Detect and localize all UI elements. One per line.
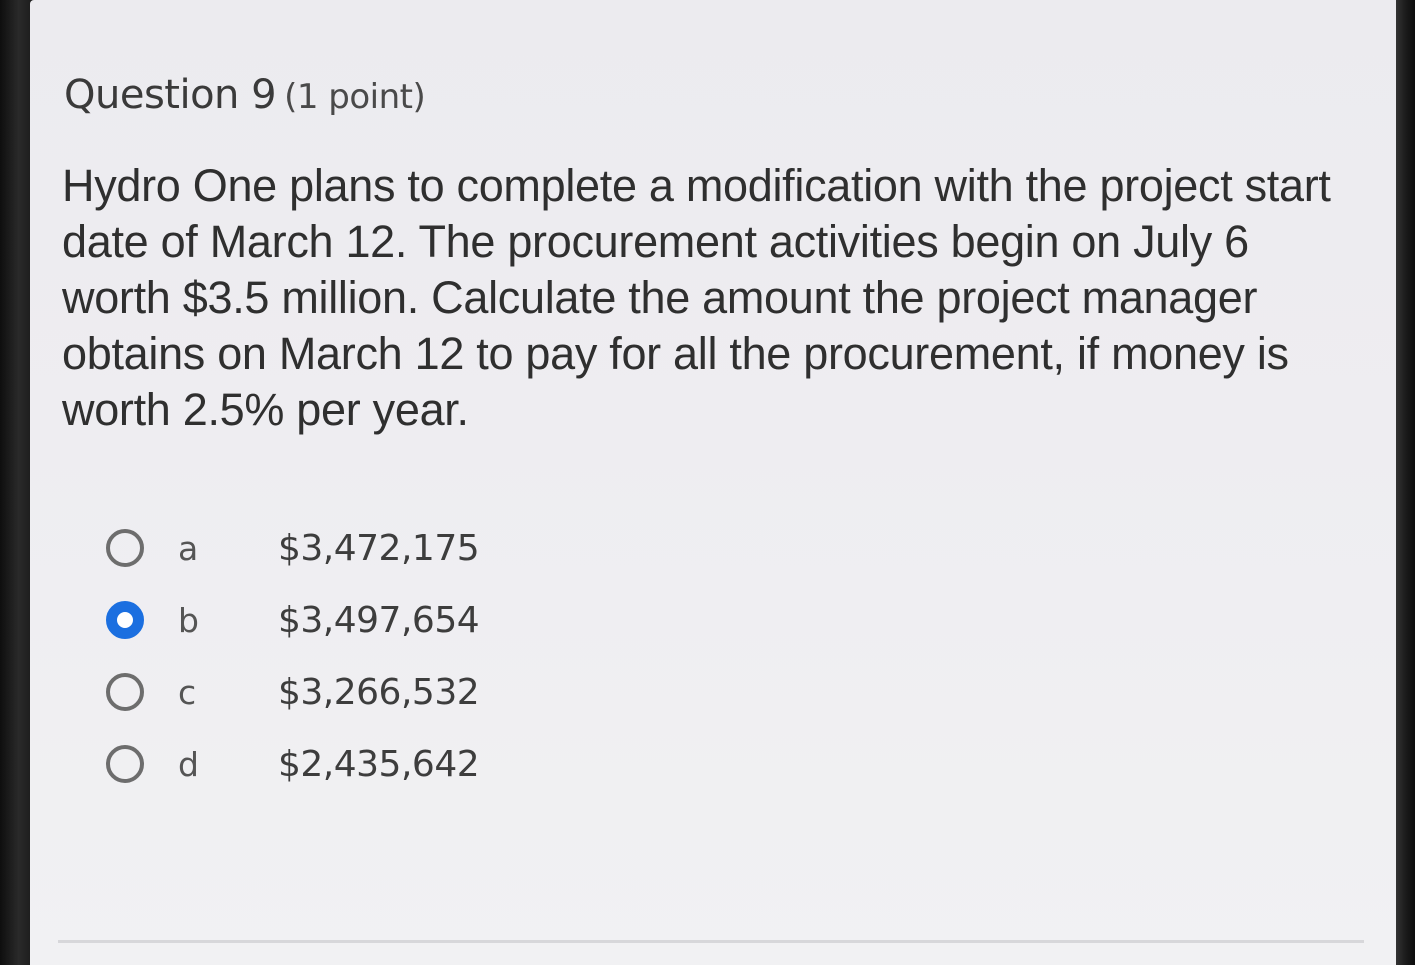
option-value: $3,266,532 [278,671,480,713]
option-c[interactable] [106,656,706,728]
question-points: (1 point) [284,77,426,117]
device-bezel-left [0,0,34,965]
option-letter: c [178,672,197,712]
option-letter: d [178,744,199,784]
option-letter: b [178,600,199,640]
bottom-divider [58,940,1364,943]
radio-button-a[interactable] [106,529,144,567]
question-header [64,72,425,118]
radio-button-d[interactable] [106,745,144,783]
option-value: $3,472,175 [278,527,480,569]
option-value: $3,497,654 [278,599,480,641]
radio-button-b[interactable] [106,601,144,639]
option-b[interactable] [106,584,706,656]
answer-options [106,512,706,800]
option-value: $2,435,642 [278,743,480,785]
option-a[interactable] [106,512,706,584]
option-d[interactable] [106,728,706,800]
quiz-screen [30,0,1396,965]
question-body: Hydro One plans to complete a modification with the project start date of March 12. The procurement activities begin on July 6 worth $3.5 million. Calculate the amount the project manager obtains on March 12 to pay for all the procurement, if money is worth 2.5% per year. [62,160,1331,435]
device-bezel-right [1393,0,1415,965]
radio-button-c[interactable] [106,673,144,711]
question-title: Question 9 [64,72,277,118]
option-letter: a [178,528,199,568]
